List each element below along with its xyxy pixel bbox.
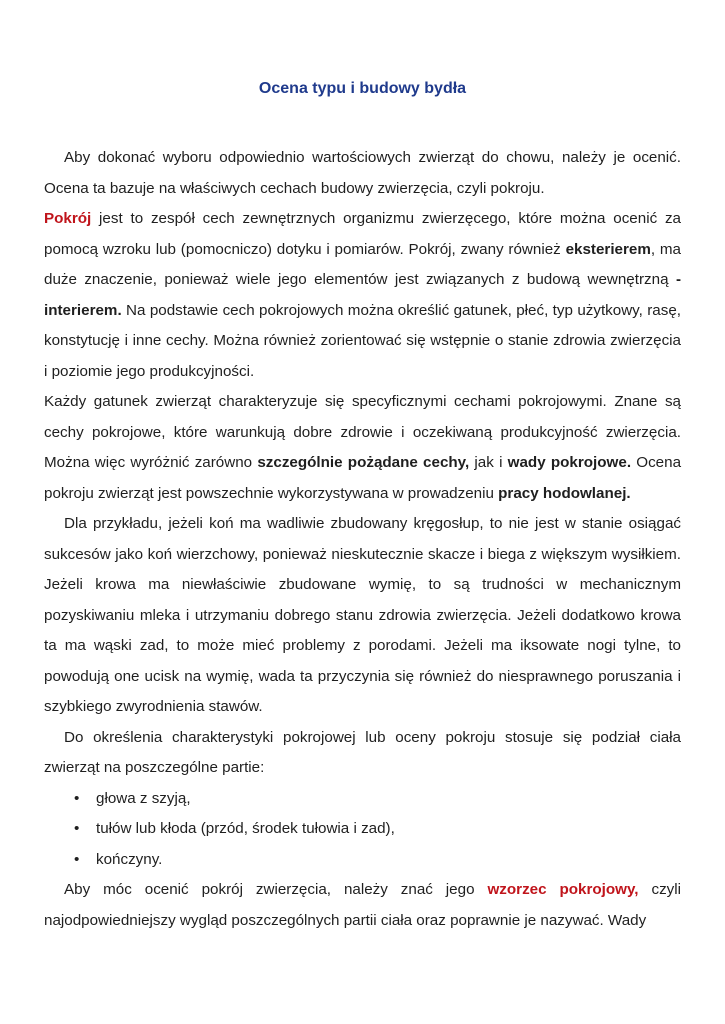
paragraph-text: Na podstawie cech pokrojowych można określić gatunek, płeć, typ użytkowy, rasę, konstytucję i inne cechy. Można również zorientować się wstępnie o stanie zdrowia zwierzęcia i poziomie jego produkcyjności.	[44, 301, 681, 380]
paragraph-body-parts-intro: Do określenia charakterystyki pokrojowej lub oceny pokroju stosuje się podział ciała zwierząt na poszczególne partie:	[44, 728, 681, 776]
list-item: • kończyny.	[74, 845, 681, 876]
paragraph-examples: Dla przykładu, jeżeli koń ma wadliwie zbudowany kręgosłup, to nie jest w stanie osiągać sukcesów jako koń wierzchowy, ponieważ nieskutecznie skacze i biega z większym wysiłkiem. Jeżeli krowa ma niewłaściwie zbudowane wymię, to są trudności w mechanicznym pozyskiwaniu mleka i utrzymaniu dobrego stanu zdrowia zwierzęcia. Jeżeli dodatkowo krowa ta ma wąski zad, to może mieć problemy z porodami. Jeżeli ma iksowate nogi tylne, to powodują one ucisk na wymię, wada ta przyczynia się również do niesprawnego poruszania i szybkiego zwyrodnienia stawów.	[44, 515, 681, 715]
term-eksterier: eksterierem	[565, 240, 651, 258]
body-parts-list	[44, 784, 681, 876]
paragraph-species-features	[44, 387, 681, 509]
term-wzorzec-pokrojowy: wzorzec pokrojowy,	[487, 881, 639, 898]
paragraph-text: jak i	[469, 454, 508, 471]
bullet-icon: •	[74, 820, 80, 837]
paragraph-intro: Aby dokonać wyboru odpowiednio wartościowych zwierząt do chowu, należy je ocenić. Ocena ta bazuje na właściwych cechach budowy zwierzęcia, czyli pokroju.	[44, 149, 681, 197]
document-body	[44, 143, 681, 936]
list-item: • tułów lub kłoda (przód, środek tułowia i zad),	[74, 814, 681, 845]
term-pokroj: Pokrój	[44, 210, 92, 227]
list-item: • głowa z szyją,	[74, 784, 681, 815]
paragraph-text: Każdy gatunek zwierząt charakteryzuje się specyficznymi cechami pokrojowymi. Znane są cechy pokrojowe, które warunkują dobre zdrowie i oczekiwaną produkcyjność zwierzęcia. Można więc wyróżnić zarówno	[44, 393, 681, 471]
term-defects: wady pokrojowe.	[507, 454, 632, 471]
paragraph-text: , ma duże znaczenie, ponieważ wiele jego elementów jest związanych z budową wewnętrzną	[44, 240, 681, 288]
term-interier: - interierem.	[44, 271, 681, 319]
term-breeding-work: pracy hodowlanej.	[498, 484, 631, 502]
paragraph-text: Aby móc ocenić pokrój zwierzęcia, należy znać jego	[64, 881, 488, 898]
bullet-icon: •	[74, 850, 80, 868]
term-desired-features: szczególnie pożądane cechy,	[257, 454, 470, 471]
paragraph-text: Ocena pokroju zwierząt jest powszechnie wykorzystywana w prowadzeniu	[44, 454, 682, 502]
paragraph-pokroj-definition	[44, 204, 681, 387]
paragraph-pattern	[44, 875, 681, 936]
paragraph-text: czyli najodpowiedniejszy wygląd poszczególnych partii ciała oraz poprawnie je nazywać. Wady	[44, 881, 682, 929]
bullet-icon: •	[74, 789, 80, 807]
paragraph-text: jest to zespół cech zewnętrznych organizmu zwierzęcego, które można ocenić za pomocą wzroku lub (pomocniczo) dotyku i pomiarów. Pokrój, zwany również	[44, 210, 681, 258]
document-title: Ocena typu i budowy bydła	[258, 80, 467, 97]
